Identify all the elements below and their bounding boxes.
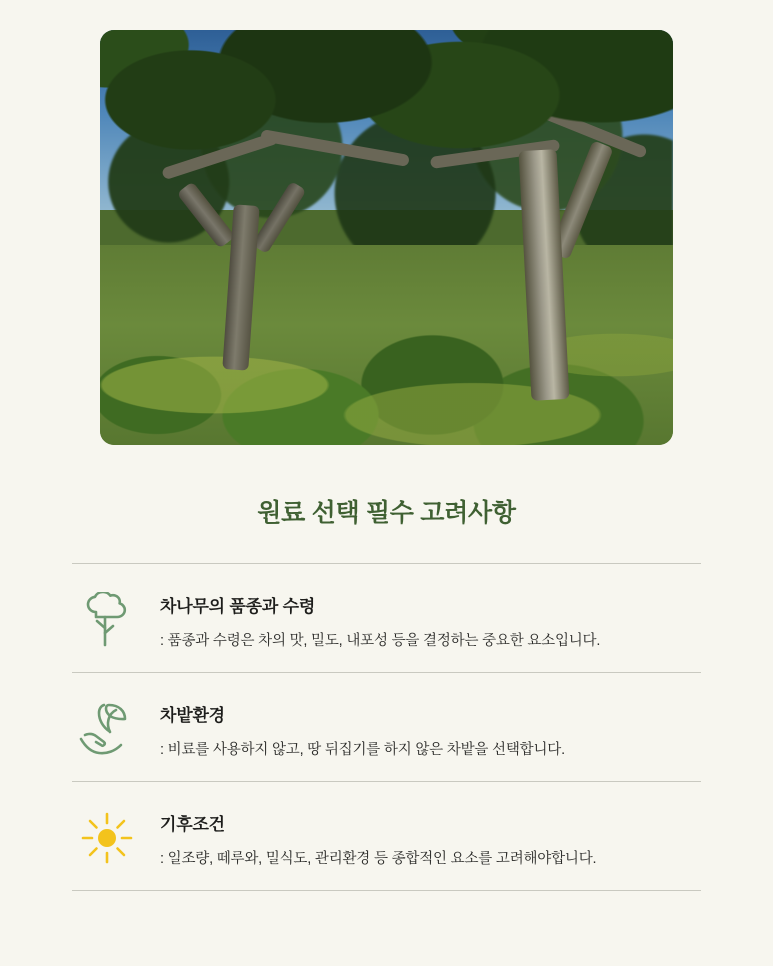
list-item-title: 기후조건 — [160, 815, 225, 834]
tea-tree-photo — [100, 30, 673, 445]
list-item-body — [160, 699, 701, 759]
list-item-description: : 비료를 사용하지 않고, 땅 뒤집기를 하지 않은 차밭을 선택합니다. — [160, 742, 565, 758]
list-item-body — [160, 808, 701, 868]
photo-grass — [100, 295, 673, 445]
considerations-list — [0, 563, 773, 891]
list-item — [72, 782, 701, 890]
list-item — [72, 564, 701, 672]
list-item — [72, 673, 701, 781]
list-item-description: : 일조량, 떼루와, 밀식도, 관리환경 등 종합적인 요소를 고려해야합니다. — [160, 851, 597, 867]
list-item-title: 차밭환경 — [160, 706, 225, 725]
sun-icon — [72, 808, 142, 866]
tree-icon — [72, 590, 142, 648]
hand-leaf-icon — [72, 699, 142, 757]
hero-image-wrapper — [0, 0, 773, 445]
list-item-body — [160, 590, 701, 650]
list-item-description: : 품종과 수령은 차의 맛, 밀도, 내포성 등을 결정하는 중요한 요소입니다. — [160, 633, 601, 649]
page-title: 원료 선택 필수 고려사항 — [257, 499, 516, 527]
list-item-title: 차나무의 품종과 수령 — [160, 597, 316, 616]
divider — [72, 890, 701, 891]
photo-canopy — [100, 30, 673, 250]
